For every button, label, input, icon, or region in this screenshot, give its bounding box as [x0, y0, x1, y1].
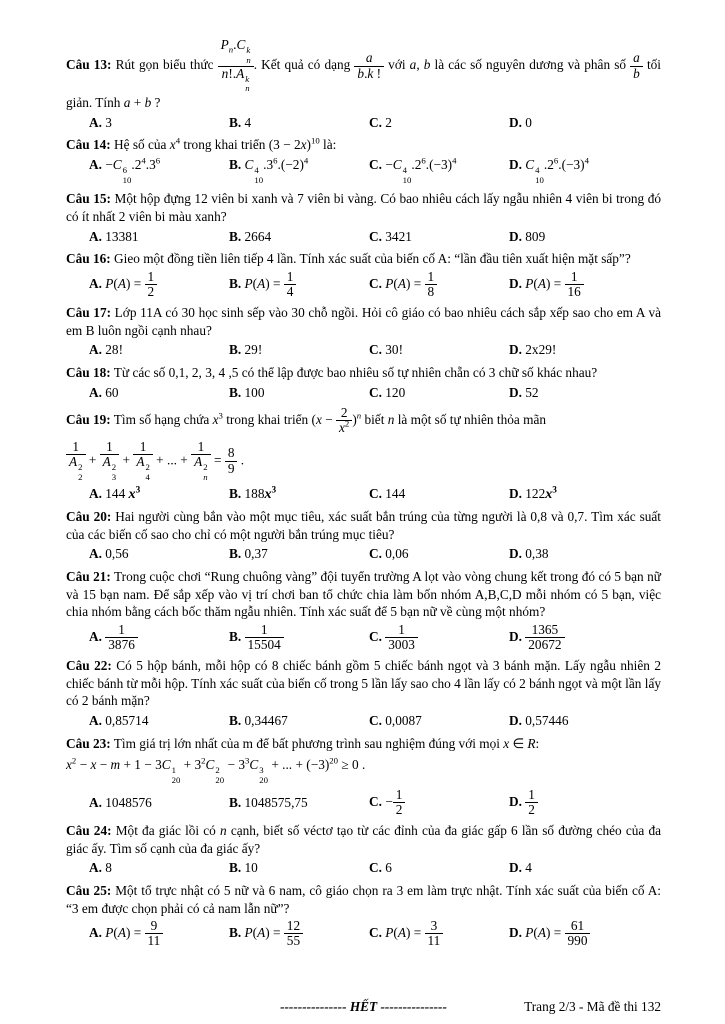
math-formula: $\frac{a}{b.k !}$ [354, 57, 384, 72]
answer-option [509, 114, 661, 132]
answer-letter: B. [229, 628, 242, 644]
answer-value: 1048575,75 [244, 794, 308, 810]
answer-option [229, 341, 369, 359]
answer-value: P(A) = $\frac{1}{8}$ [385, 276, 437, 291]
answer-option [89, 228, 229, 246]
question-block [66, 735, 661, 818]
answer-letter: A. [89, 114, 102, 130]
answer-option [89, 859, 229, 877]
answer-value: 0,38 [525, 546, 549, 562]
answers-row [66, 712, 661, 730]
answer-option [369, 485, 509, 503]
answer-value: 2664 [244, 228, 272, 244]
math-formula: $x^3$ [212, 410, 223, 427]
question-label: Câu 15: [66, 191, 111, 207]
answer-option [89, 114, 229, 132]
answer-option [509, 919, 661, 949]
answer-letter: D. [509, 485, 522, 501]
question-block [66, 364, 661, 401]
question-label: Câu 20: [66, 509, 112, 525]
question-label: Câu 18: [66, 364, 111, 380]
answer-letter: B. [229, 156, 242, 172]
dashes-right: --------------- [380, 999, 447, 1015]
answer-letter: B. [229, 546, 242, 562]
questions-list [66, 38, 661, 949]
answer-letter: D. [509, 275, 522, 291]
math-formula: $\frac{a}{b}$ [630, 57, 643, 72]
answer-value: P(A) = $\frac{1}{4}$ [245, 276, 297, 291]
answer-value: 0,06 [385, 546, 409, 562]
answer-option [369, 545, 509, 563]
answer-letter: A. [89, 712, 102, 728]
answer-letter: D. [509, 114, 522, 130]
question-body [66, 304, 661, 339]
answer-value: −C 4 10 $.2^6.(-3)^4$ [385, 155, 457, 185]
answer-letter: C. [369, 156, 382, 172]
question-body [66, 250, 661, 268]
het-label: HẾT [346, 999, 381, 1015]
answer-value: 2 [385, 114, 392, 130]
answer-value: P(A) = $\frac{1}{2}$ [105, 276, 157, 291]
answer-value: $\frac{1}{15504}$ [245, 629, 284, 644]
math-formula: $x^4$ [169, 135, 181, 153]
answer-option [89, 794, 229, 812]
answer-letter: D. [509, 925, 522, 941]
answers-row [66, 270, 661, 300]
answer-letter: C. [369, 628, 382, 644]
answer-option [229, 384, 369, 402]
answer-letter: C. [369, 228, 382, 244]
question-text: Lớp 11A có 30 học sinh sếp vào 30 chỗ ngồi. Hỏi cô giáo có bao nhiêu cách sắp xếp sao cho em A và em B luôn ngồi cạnh nhau? [66, 305, 661, 338]
answer-value: 60 [105, 384, 119, 400]
answer-option [229, 919, 369, 949]
answer-option [509, 270, 661, 300]
answers-row [66, 114, 661, 132]
answers-row [66, 228, 661, 246]
answer-option [509, 228, 661, 246]
answer-option [369, 859, 509, 877]
answer-value: 4 [525, 860, 532, 876]
answer-option [229, 545, 369, 563]
answers-row [66, 919, 661, 949]
answer-option [89, 712, 229, 730]
math-formula: $P_n.C$ k n n!.A k n [218, 57, 254, 72]
question-body [66, 735, 661, 786]
question-text: Một tổ trực nhật có 5 nữ và 6 nam, cô giáo chọn ra 3 em làm trực nhật. Tính xác suất của biến cố A: “3 em được chọn phải có cả nam lẫn nữ”? [66, 883, 661, 916]
answer-letter: A. [89, 794, 102, 810]
answers-row [66, 384, 661, 402]
question-body [66, 190, 661, 225]
question-text: Hai người cùng bắn vào một mục tiêu, xác suất bắn trúng của từng người là 0,8 và 0,7. Tìm xác suất của các biến cố sao cho chỉ có một người bắn trúng mục tiêu? [66, 509, 662, 542]
question-body [66, 882, 661, 917]
answer-option [509, 485, 661, 504]
answer-letter: D. [509, 156, 522, 172]
answer-value: 809 [525, 228, 546, 244]
answer-value: 2x29! [525, 342, 557, 358]
answer-value: 100 [244, 384, 265, 400]
answer-option [369, 919, 509, 949]
answer-value: $\frac{1}{2}$ [525, 794, 538, 809]
answers-row [66, 156, 661, 186]
question-label: Câu 13: [66, 57, 112, 73]
question-body [66, 822, 661, 857]
question-label: Câu 23: [66, 735, 111, 751]
answer-value: C 4 10 $.2^6.(-3)^4$ [525, 155, 589, 185]
answer-letter: D. [509, 793, 522, 809]
question-text: Trong cuộc chơi “Rung chuông vàng” đội tuyển trường A lọt vào vòng chung kết trong đó có 5 bạn nữ và 15 bạn nam. Để sắp xếp vào vị trí chơi ban tổ chức chia làm bốn nhóm A,B,C,D mỗi nhóm có 5 bạn, việc chia nhóm bằng cách bốc thăm ngẫu nhiên. Tính xác suất để 5 bạn nữ về cùng một nhóm? [66, 568, 661, 620]
answer-value: P(A) = $\frac{61}{990}$ [525, 925, 590, 940]
answer-option [509, 545, 661, 563]
answer-letter: C. [369, 546, 382, 562]
answer-letter: A. [89, 156, 102, 172]
question-text: Gieo một đồng tiền liên tiếp 4 lần. Tính xác suất của biến cố A: “lần đầu tiên xuất hiện mặt sấp”? [114, 251, 631, 267]
answer-option [369, 270, 509, 300]
math-formula: $(3 - 2x)^{10}$ [268, 135, 320, 153]
answer-value: $188x^3$ [244, 485, 277, 502]
question-label: Câu 22: [66, 658, 112, 674]
answer-option [369, 623, 509, 653]
answer-letter: D. [509, 860, 522, 876]
answer-letter: D. [509, 342, 522, 358]
question-body [66, 136, 661, 154]
answer-value: 10 [244, 860, 258, 876]
question-block [66, 304, 661, 359]
math-equation: $x^2 - x - m + 1 - 3C$ 1 20 + $3^2C$ 2 20 − $3^3C$ 3 20 + ... + $(-3)^{20} \ge 0$ . [66, 755, 366, 785]
answer-letter: C. [369, 925, 382, 941]
answer-option [509, 341, 661, 359]
answer-letter: B. [229, 275, 242, 291]
question-block [66, 882, 661, 949]
answer-value: 3421 [385, 228, 412, 244]
answer-letter: B. [229, 342, 242, 358]
answer-option [89, 623, 229, 653]
answer-option [89, 341, 229, 359]
answer-letter: C. [369, 342, 382, 358]
answer-value: P(A) = $\frac{3}{11}$ [385, 925, 443, 940]
answers-row [66, 623, 661, 653]
question-text: Tìm giá trị lớn nhất của m để bất phương trình sau nghiệm đúng với mọi x ∈ R: $x^2 - x - m + 1 - 3C$ 1 20 + $3^2C$ 2 20 − $3^3C$ 3 20 + ... + $(-3)^{20} \ge 0$ . [66, 736, 661, 786]
answer-letter: B. [229, 485, 242, 501]
math-formula: (x − $\frac{2}{x^2}$ )$^n$ [311, 405, 362, 436]
answer-value: 52 [525, 384, 539, 400]
answer-value: 1048576 [105, 794, 152, 810]
answer-option [509, 859, 661, 877]
question-body [66, 568, 661, 621]
answer-letter: D. [509, 628, 522, 644]
answer-value: C 4 10 $.3^6.(-2)^4$ [244, 155, 309, 185]
answer-value: 3 [105, 114, 112, 130]
question-text: Một đa giác lồi có n cạnh, biết số véctơ tạo từ các đỉnh của đa giác gấp 6 lần số đường chéo của đa giác ấy. Tìm số cạnh của đa giác ấy? [66, 823, 661, 856]
answer-value: 0,0087 [385, 712, 422, 728]
answer-value: 0,34467 [244, 712, 288, 728]
answer-option [229, 859, 369, 877]
answer-letter: B. [229, 384, 242, 400]
answer-letter: C. [369, 114, 382, 130]
answer-option [369, 712, 509, 730]
answer-letter: B. [229, 712, 242, 728]
answer-letter: C. [369, 384, 382, 400]
answer-option [509, 156, 661, 186]
answer-letter: A. [89, 628, 102, 644]
question-text: Từ các số 0,1, 2, 3, 4 ,5 có thể lập được bao nhiêu số tự nhiên chẵn có 3 chữ số khác nhau? [113, 364, 598, 380]
answer-letter: A. [89, 228, 102, 244]
answer-letter: D. [509, 712, 522, 728]
question-body [66, 657, 661, 710]
question-text: Có 5 hộp bánh, mỗi hộp có 8 chiếc bánh gồm 5 chiếc bánh ngọt và 3 bánh mặn. Lấy ngẫu nhiên 2 chiếc bánh từ mỗi hộp. Tính xác suất của biến cố trong 5 lần lấy sao cho 4 lần lấy có 2 bánh ngọt và một lần lấy có 2 bánh mặn? [66, 658, 661, 709]
question-label: Câu 25: [66, 883, 112, 899]
answer-letter: B. [229, 925, 242, 941]
answer-letter: A. [89, 485, 102, 501]
answer-value: −C 6 10 $.2^4.3^6$ [105, 155, 161, 185]
question-text: Tìm số hạng chứa $x^3$ trong khai triển (x − $\frac{2}{x^2}$ )$^n$ biết n là một số tự nhiên thỏa mãn 1 A 2 2 + 1 A 2 3 + 1 A 2 4 + ... + 1 A 2 n = $\frac{8}{9}$ . [66, 412, 661, 483]
math-formula: x ∈ R [503, 735, 536, 751]
question-block [66, 406, 661, 503]
question-body [66, 38, 661, 112]
question-body [66, 508, 661, 543]
answer-letter: A. [89, 925, 102, 941]
answers-row [66, 859, 661, 877]
answer-option [89, 545, 229, 563]
answer-value: 28! [105, 342, 123, 358]
answer-option [89, 485, 229, 504]
question-block [66, 190, 661, 245]
answer-value: 0,37 [244, 546, 268, 562]
answer-value: $\frac{1}{3003}$ [385, 629, 418, 644]
question-label: Câu 24: [66, 823, 112, 839]
question-label: Câu 16: [66, 251, 111, 267]
answer-value: − $\frac{1}{2}$ [385, 794, 405, 809]
answer-letter: A. [89, 275, 102, 291]
answer-option [229, 114, 369, 132]
answer-value: 4 [244, 114, 252, 130]
answers-row [66, 788, 661, 818]
answer-value: 29! [244, 342, 263, 358]
answer-value: P(A) = $\frac{1}{16}$ [525, 276, 584, 291]
answer-letter: B. [229, 228, 242, 244]
answer-letter: C. [369, 793, 382, 809]
answer-value: 6 [385, 860, 392, 876]
answer-value: $\frac{1}{3876}$ [105, 629, 138, 644]
answer-option [229, 270, 369, 300]
answer-letter: C. [369, 860, 382, 876]
question-block [66, 136, 661, 185]
answer-option [509, 623, 661, 653]
answer-value: $\frac{1365}{20672}$ [525, 629, 564, 644]
question-label: Câu 21: [66, 568, 111, 584]
answer-value: P(A) = $\frac{12}{55}$ [245, 925, 304, 940]
answer-value: 0,57446 [525, 712, 569, 728]
answer-letter: C. [369, 486, 382, 502]
answer-letter: D. [509, 546, 522, 562]
math-equation: 1 A 2 2 + 1 A 2 3 + 1 A 2 4 + ... + 1 A 2 n = $\frac{8}{9}$ . [66, 440, 661, 483]
answer-option [229, 623, 369, 653]
question-block [66, 822, 661, 877]
answers-row [66, 341, 661, 359]
answer-option [229, 485, 369, 504]
answer-option [509, 788, 661, 818]
answer-value: 144 $x^3$ [105, 485, 141, 502]
answers-row [66, 485, 661, 504]
answer-letter: A. [89, 546, 102, 562]
answer-letter: C. [369, 712, 382, 728]
question-block [66, 508, 661, 563]
question-block [66, 250, 661, 299]
answer-letter: D. [509, 384, 522, 400]
answer-option [89, 384, 229, 402]
answer-letter: D. [509, 228, 522, 244]
answer-option [509, 712, 661, 730]
answer-option [229, 794, 369, 812]
question-block [66, 657, 661, 729]
answer-letter: B. [229, 794, 242, 810]
answer-value: 8 [105, 860, 112, 876]
answer-letter: B. [229, 860, 242, 876]
answer-option [369, 156, 509, 186]
answer-value: 30! [385, 342, 403, 358]
question-text: Hệ số của $x^4$ trong khai triển $(3 - 2x)^{10}$ là: [114, 135, 337, 153]
answer-value: 13381 [105, 228, 139, 244]
answer-option [89, 270, 229, 300]
answer-value: P(A) = $\frac{9}{11}$ [105, 925, 163, 940]
answer-value: 0 [525, 114, 532, 130]
answer-option [369, 114, 509, 132]
answer-option [229, 712, 369, 730]
answer-letter: A. [89, 860, 102, 876]
answer-value: 0,85714 [105, 712, 149, 728]
question-block [66, 38, 661, 131]
answer-value: $122x^3$ [525, 485, 557, 502]
question-text: Rút gọn biểu thức $P_n.C$ k n n!.A k n . Kết quả có dạng $\frac{a}{b.k !}$ với a, b là các số nguyên dương và phân số $\frac{a}{b}$ tối giản. Tính a + b ? [66, 37, 661, 111]
answer-option [229, 228, 369, 246]
answer-letter: A. [89, 384, 102, 400]
answer-letter: A. [89, 342, 102, 358]
answer-option [509, 384, 661, 402]
page-number: Trang 2/3 - Mã đề thi 132 [524, 999, 661, 1015]
question-body [66, 364, 661, 382]
page-footer [66, 998, 661, 1016]
answer-option [369, 384, 509, 402]
answers-row [66, 545, 661, 563]
question-block [66, 568, 661, 652]
answer-value: 144 [385, 486, 406, 502]
question-text: Một hộp đựng 12 viên bi xanh và 7 viên bi vàng. Có bao nhiêu cách lấy ngẫu nhiên 4 viên bi trong đó có ít nhất 2 viên bi màu xanh? [66, 191, 662, 224]
answer-option [369, 341, 509, 359]
answer-option [369, 788, 509, 818]
answer-value: 120 [385, 384, 406, 400]
answer-option [229, 156, 369, 186]
question-label: Câu 14: [66, 137, 111, 153]
answer-value: 0,56 [105, 546, 129, 562]
question-label: Câu 19: [66, 411, 111, 427]
answer-letter: B. [229, 114, 242, 130]
answer-option [89, 919, 229, 949]
answer-option [369, 228, 509, 246]
question-label: Câu 17: [66, 305, 112, 321]
answer-letter: C. [369, 275, 382, 291]
question-body [66, 406, 661, 483]
dashes-left: --------------- [280, 999, 347, 1015]
answer-option [89, 156, 229, 186]
